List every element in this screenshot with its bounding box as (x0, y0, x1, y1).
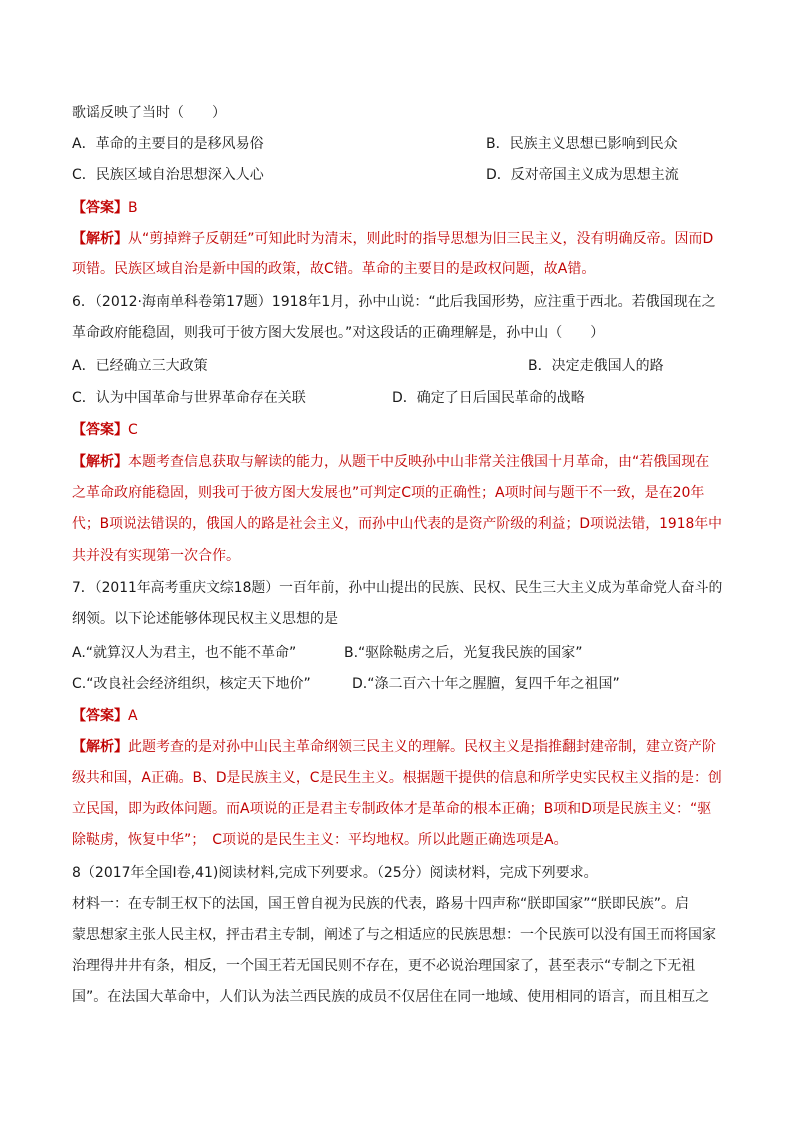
q7-stem-line-1: 7．（2011年高考重庆文综18题）一百年前，孙中山提出的民族、民权、民生三大主义成为革命党人奋斗的 (72, 580, 723, 596)
q6-option-c: C．认为中国革命与世界革命存在关联 (72, 390, 306, 406)
q6-option-b: B．决定走俄国人的路 (528, 358, 664, 374)
q6-option-a: A．已经确立三大政策 (72, 358, 208, 374)
q7-option-a: A.“就算汉人为君主，也不能不革命” (72, 645, 297, 661)
q8-material-line-3: 治理得井井有条，相反，一个国王若无国民则不存在，更不必说治理国家了，甚至表示“专制之下无祖 (72, 958, 696, 974)
q7-answer-line: 【答案】A (72, 708, 138, 724)
answer-tag: 【答案】 (72, 200, 128, 216)
q8-material-line-1: 材料一：在专制王权下的法国，国王曾自视为民族的代表，路易十四声称“朕即国家”“朕即民族”。启 (72, 896, 690, 912)
q7-option-b: B.“驱除鞑虏之后，光复我民族的国家” (344, 645, 583, 661)
q6-stem-line-2: 革命政府能稳固，则我可于彼方图大发展也。”对这段话的正确理解是，孙中山（ ） (72, 325, 605, 341)
q5-answer-line (72, 198, 138, 218)
q6-analysis-line-4: 共并没有实现第一次合作。 (72, 548, 240, 564)
q6-answer-line: 【答案】C (72, 422, 138, 438)
q6-answer-value: C (128, 422, 138, 438)
q6-analysis-line-3: 代；B项说法错误的，俄国人的路是社会主义，而孙中山代表的是资产阶级的利益；D项说法错，1918年中 (72, 516, 722, 532)
q5-analysis-line-2: 项错。民族区域自治是新中国的政策，故C错。革命的主要目的是政权问题，故A错。 (72, 261, 596, 277)
q8-stem: 8（2017年全国Ⅰ卷,41)阅读材料,完成下列要求。（25分）阅读材料，完成下列要求。 (72, 865, 598, 881)
q7-analysis-line-1: 【解析】此题考查的是对孙中山民主革命纲领三民主义的理解。民权主义是指推翻封建帝制，建立资产阶 (72, 739, 716, 755)
q5-option-c: C．民族区域自治思想深入人心 (72, 167, 264, 183)
q5-option-d: D．反对帝国主义成为思想主流 (486, 167, 679, 183)
q7-option-d: D.“涤二百六十年之腥膻，复四千年之祖国” (352, 676, 620, 692)
q7-analysis-line-2: 级共和国，A正确。B、D是民族主义，C是民生主义。根据题干提供的信息和所学史实民权主义指的是：创 (72, 770, 722, 786)
analysis-tag: 【解析】 (72, 231, 128, 247)
q8-material-line-4: 国”。在法国大革命中，人们认为法兰西民族的成员不仅居住在同一地域、使用相同的语言，而且相互之 (72, 989, 710, 1005)
q5-analysis-line-1: 【解析】从“剪掉辫子反朝廷”可知此时为清末，则此时的指导思想为旧三民主义，没有明确反帝。因而D (72, 231, 714, 247)
q5-option-b: B．民族主义思想已影响到民众 (486, 136, 678, 152)
q5-option-a: A．革命的主要目的是移风易俗 (72, 136, 264, 152)
q7-option-c: C.“改良社会经济组织，核定天下地价” (72, 676, 311, 692)
q6-option-d: D．确定了日后国民革命的战略 (392, 390, 585, 406)
q6-analysis-line-1: 【解析】本题考查信息获取与解读的能力，从题干中反映孙中山非常关注俄国十月革命，由“若俄国现在 (72, 454, 710, 470)
q5-answer-value: B (128, 200, 138, 216)
q6-stem-line-1: 6．（2012·海南单科卷第17题）1918年1月，孙中山说：“此后我国形势，应注重于西北。若俄国现在之 (72, 294, 716, 310)
q7-stem-line-2: 纲领。以下论述能够体现民权主义思想的是 (72, 611, 338, 627)
q7-answer-value: A (128, 708, 138, 724)
q6-analysis-line-2: 之革命政府能稳固，则我可于彼方图大发展也”可判定C项的正确性；A项时间与题干不一致，是在20年 (72, 485, 705, 501)
q5-stem-tail: 歌谣反映了当时（ ） (72, 105, 226, 121)
q7-analysis-line-3: 立民国，即为政体问题。而A项说的正是君主专制政体才是革命的根本正确；B项和D项是民族主义：“驱 (72, 801, 712, 817)
q8-material-line-2: 蒙思想家主张人民主权，抨击君主专制，阐述了与之相适应的民族思想：一个民族可以没有国王而将国家 (72, 927, 716, 943)
q7-analysis-line-4: 除鞑虏，恢复中华”； C项说的是民生主义：平均地权。所以此题正确选项是A。 (72, 832, 568, 848)
